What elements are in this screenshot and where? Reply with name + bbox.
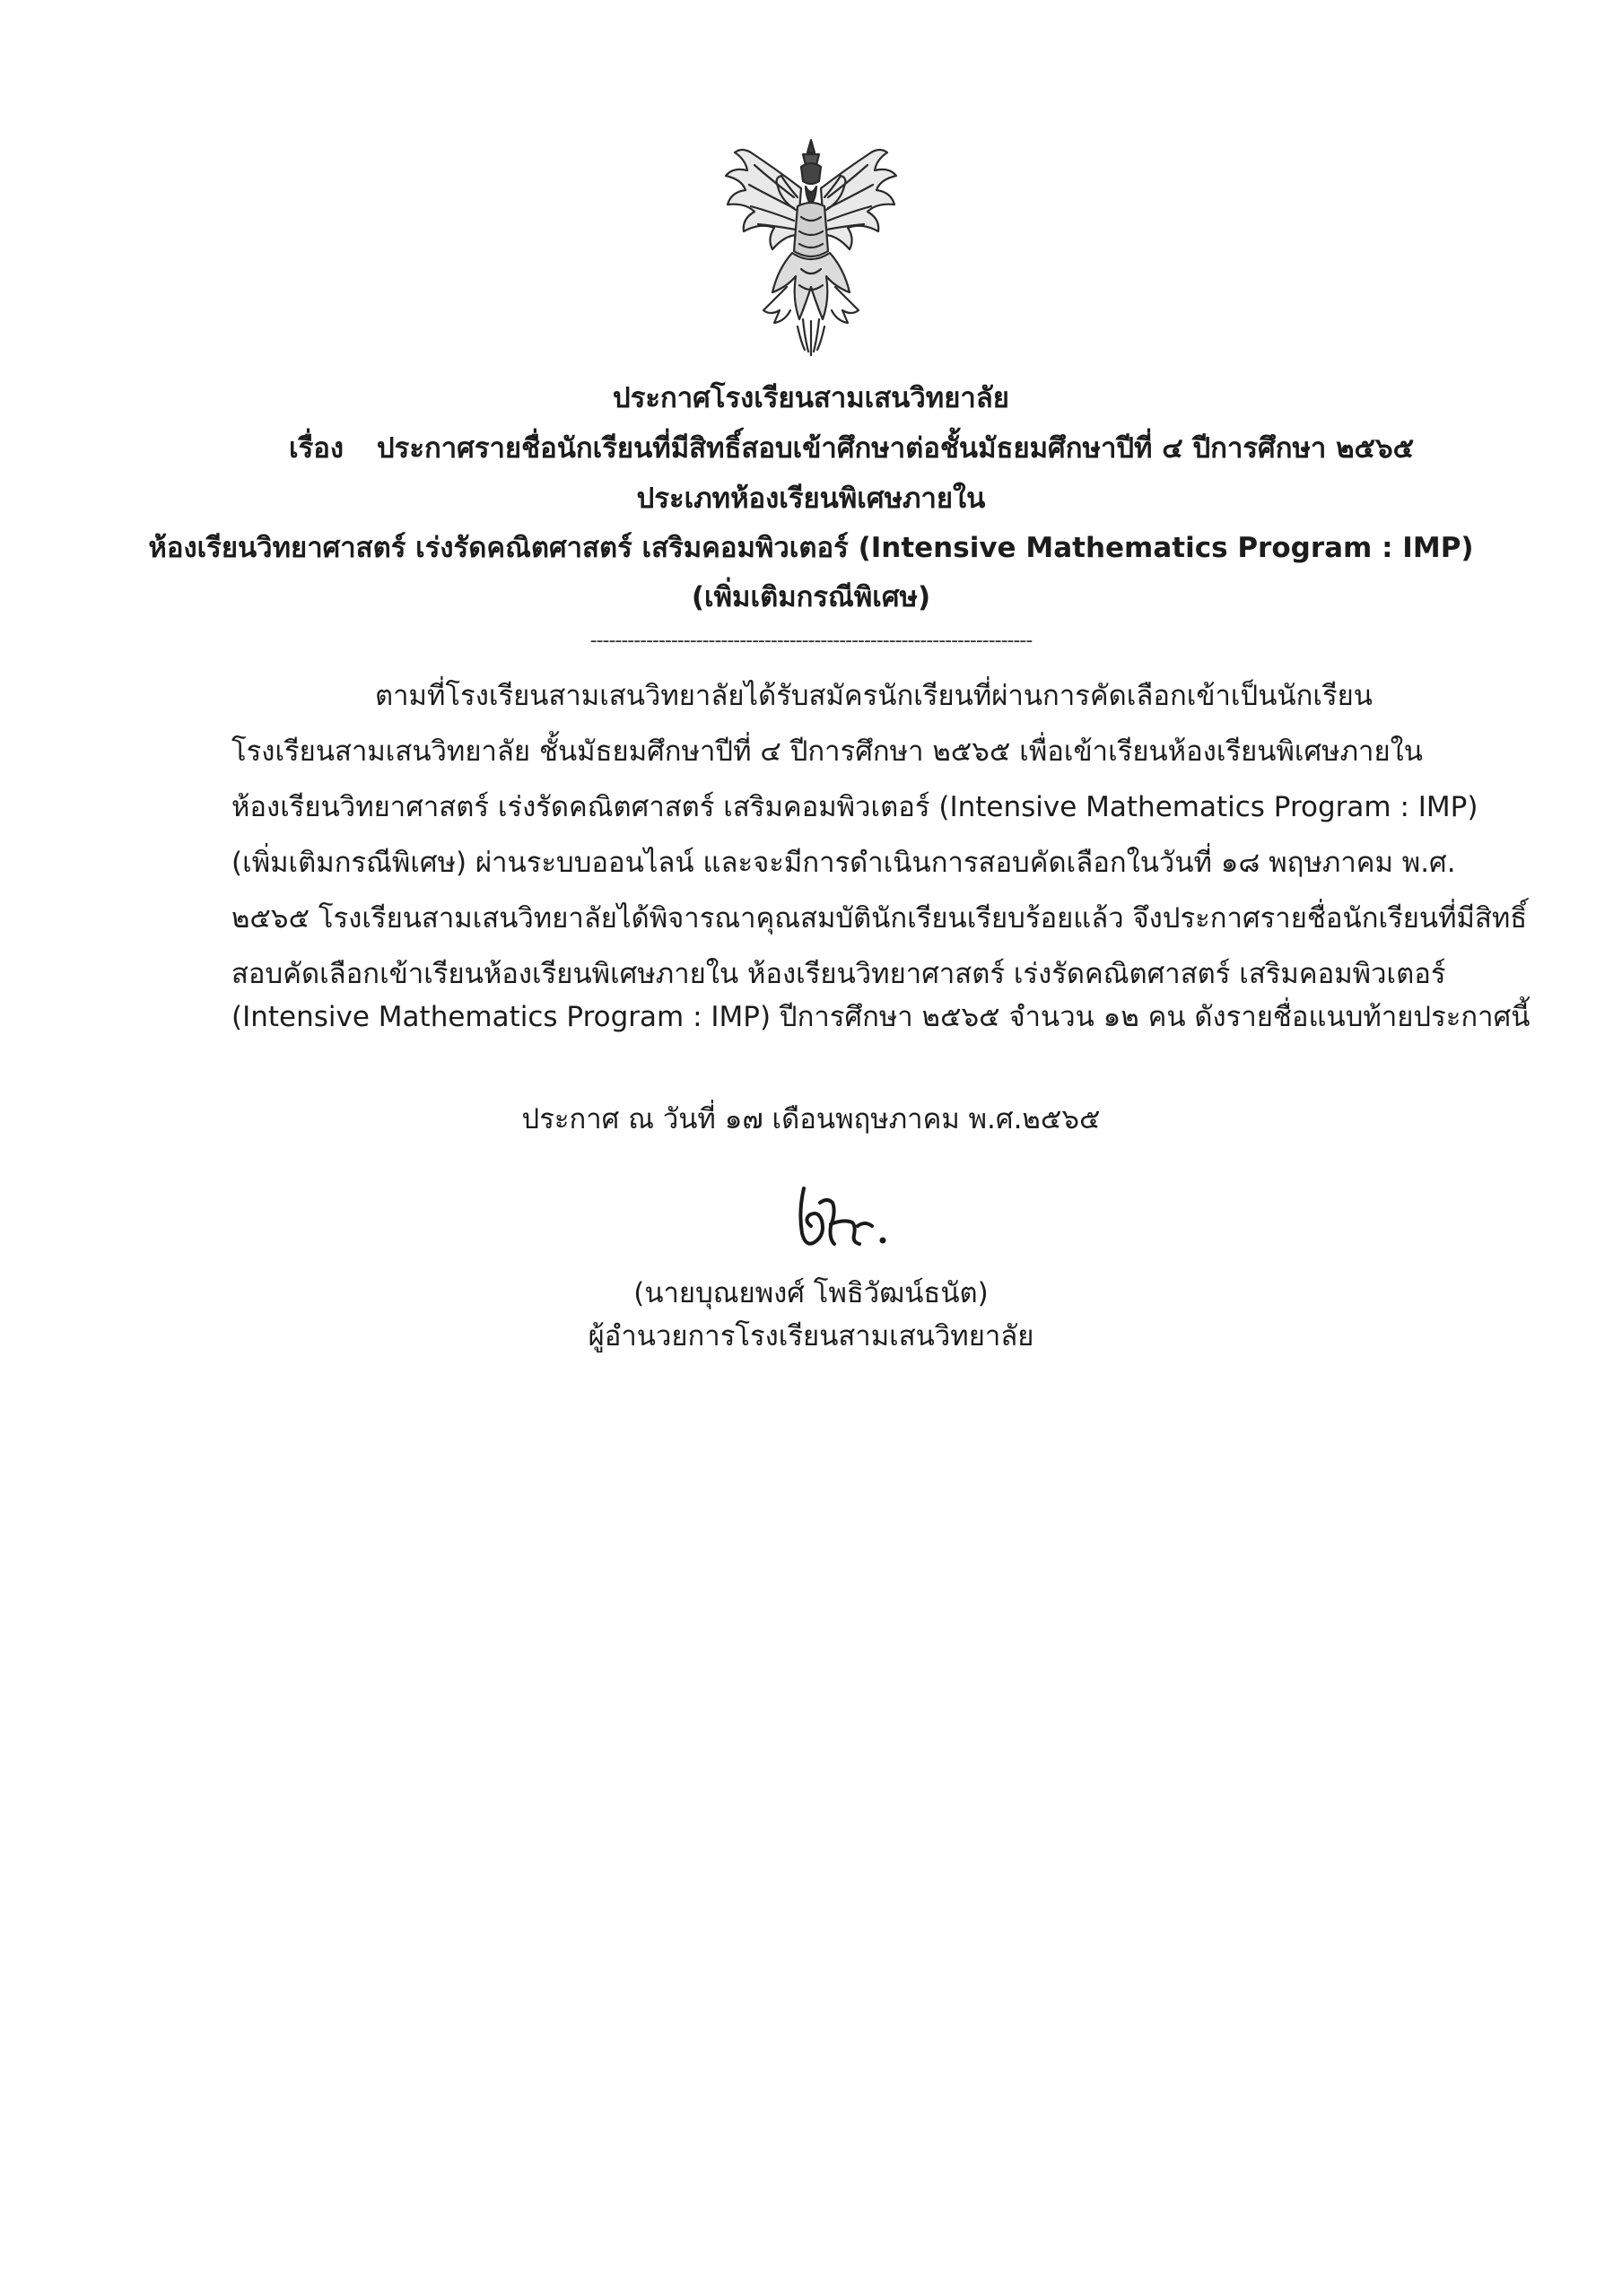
subject-line-3: ห้องเรียนวิทยาศาสตร์ เร่งรัดคณิตศาสตร์ เสริมคอมพิวเตอร์ (Intensive Mathematics Program : IMP) — [148, 532, 1474, 564]
signatory-name: (นายบุณยพงศ์ โพธิวัฒน์ธนัต) — [633, 1277, 989, 1309]
handwritten-signature-icon — [779, 1170, 913, 1260]
issuer-title: ประกาศโรงเรียนสามเสนวิทยาลัย — [613, 382, 1009, 414]
signatory-position: ผู้อำนวยการโรงเรียนสามเสนวิทยาลัย — [588, 1320, 1034, 1352]
subject-line-2: ประเภทห้องเรียนพิเศษภายใน — [636, 483, 986, 515]
body-line-4: (เพิ่มเติมกรณีพิเศษ) ผ่านระบบออนไลน์ และจะมีการดำเนินการสอบคัดเลือกในวันที่ ๑๘ พฤษภาคม พ.ศ. — [231, 847, 1456, 879]
separator-line: ----------------------------------------------------------------------- — [589, 630, 1033, 652]
body-line-7: (Intensive Mathematics Program : IMP) ปีการศึกษา ๒๕๖๕ จำนวน ๑๒ คน ดังรายชื่อแนบท้ายประกาศนี้ — [231, 1001, 1530, 1033]
subject-line-1: ประกาศรายชื่อนักเรียนที่มีสิทธิ์สอบเข้าศึกษาต่อชั้นมัธยมศึกษาปีที่ ๔ ปีการศึกษา ๒๕๖๕ — [377, 432, 1415, 465]
body-line-2: โรงเรียนสามเสนวิทยาลัย ชั้นมัธยมศึกษาปีที่ ๔ ปีการศึกษา ๒๕๖๕ เพื่อเข้าเรียนห้องเรียนพิเศษภายใน — [231, 735, 1423, 768]
garuda-emblem-icon — [715, 135, 907, 359]
subject-line-4: (เพิ่มเติมกรณีพิเศษ) — [691, 581, 931, 613]
body-line-5: ๒๕๖๕ โรงเรียนสามเสนวิทยาลัยได้พิจารณาคุณสมบัตินักเรียนเรียบร้อยแล้ว จึงประกาศรายชื่อนักเรียนที่มีสิทธิ์ — [231, 902, 1528, 935]
announcement-date: ประกาศ ณ วันที่ ๑๗ เดือนพฤษภาคม พ.ศ.๒๕๖๕ — [521, 1103, 1101, 1135]
subject-row — [0, 425, 1622, 472]
body-line-6: สอบคัดเลือกเข้าเรียนห้องเรียนพิเศษภายใน ห้องเรียนวิทยาศาสตร์ เร่งรัดคณิตศาสตร์ เสริมคอมพิวเตอร์ — [231, 958, 1446, 990]
subject-label: เรื่อง — [289, 432, 344, 465]
body-line-3: ห้องเรียนวิทยาศาสตร์ เร่งรัดคณิตศาสตร์ เสริมคอมพิวเตอร์ (Intensive Mathematics Program : IMP) — [231, 791, 1478, 823]
body-line-1: ตามที่โรงเรียนสามเสนวิทยาลัยได้รับสมัครนักเรียนที่ผ่านการคัดเลือกเข้าเป็นนักเรียน — [375, 680, 1373, 712]
